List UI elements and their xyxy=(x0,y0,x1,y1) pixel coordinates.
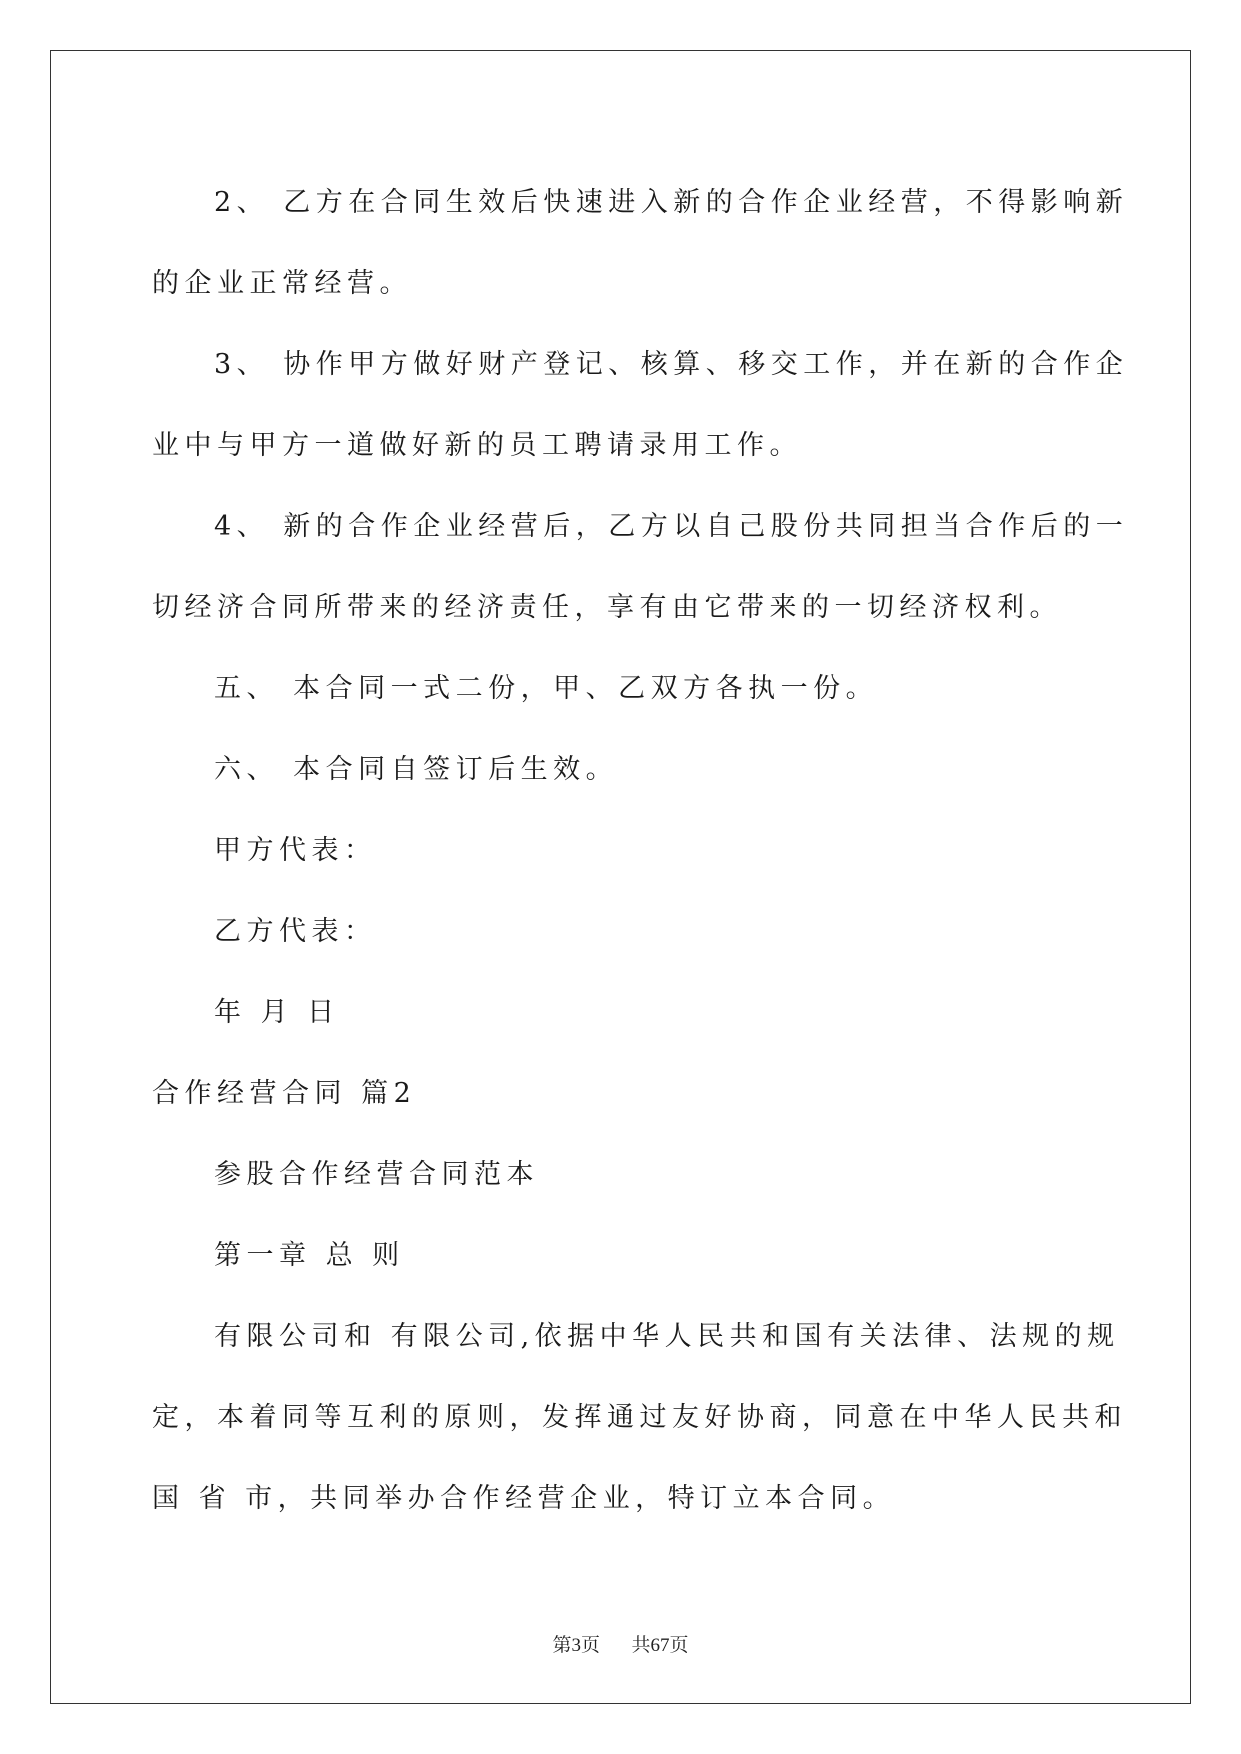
page-number: 第3页 xyxy=(552,1635,600,1656)
signature-label-party-a: 甲方代表： xyxy=(214,835,377,866)
document-text xyxy=(152,162,1129,1539)
text-line: 4、 新的合作企业经营后，乙方以自己股份共同担当合作后的一 xyxy=(214,511,1129,542)
contract-title: 参股合作经营合同范本 xyxy=(214,1159,539,1190)
section-heading: 合作经营合同 篇2 xyxy=(152,1078,417,1109)
text-line: 六、 本合同自签订后生效。 xyxy=(214,754,619,785)
text-line: 2、 乙方在合同生效后快速进入新的合作企业经营，不得影响新 xyxy=(214,187,1129,218)
text-line: 国 省 市，共同举办合作经营企业，特订立本合同。 xyxy=(152,1483,896,1514)
text-line: 有限公司和 有限公司,依据中华人民共和国有关法律、法规的规 xyxy=(214,1321,1120,1352)
page-total: 共67页 xyxy=(631,1635,689,1656)
signature-label-party-b: 乙方代表： xyxy=(214,916,377,947)
chapter-heading: 第一章 总 则 xyxy=(214,1240,405,1271)
text-line: 3、 协作甲方做好财产登记、核算、移交工作，并在新的合作企 xyxy=(214,349,1129,380)
text-line: 定，本着同等互利的原则，发挥通过友好协商，同意在中华人民共和 xyxy=(152,1402,1127,1433)
page-footer xyxy=(0,1630,1241,1657)
text-line: 的企业正常经营。 xyxy=(152,268,412,299)
text-line: 业中与甲方一道做好新的员工聘请录用工作。 xyxy=(152,430,802,461)
text-line: 切经济合同所带来的经济责任，享有由它带来的一切经济权利。 xyxy=(152,592,1062,623)
document-body xyxy=(152,162,1129,1539)
date-placeholder: 年 月 日 xyxy=(214,997,340,1028)
text-line: 五、 本合同一式二份，甲、乙双方各执一份。 xyxy=(214,673,879,704)
